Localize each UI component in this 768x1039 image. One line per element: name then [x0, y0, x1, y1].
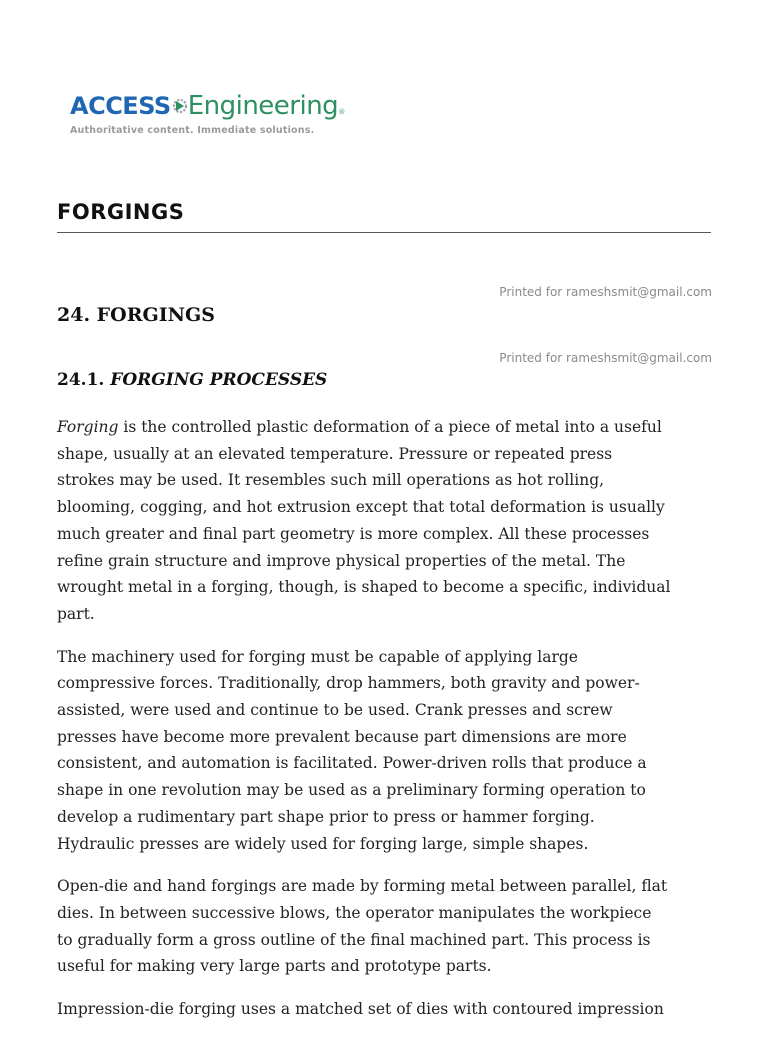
lead-term: Forging: [57, 418, 119, 436]
paragraph-line: shape in one revolution may be used as a preliminary forming operation to: [57, 781, 646, 800]
article-body: [57, 414, 717, 1039]
paragraph-line: refine grain structure and improve physical properties of the metal. The: [57, 551, 626, 570]
paragraph-line: dies. In between successive blows, the operator manipulates the workpiece: [57, 903, 652, 922]
logo-engineering-text: Engineering: [187, 91, 339, 121]
paragraph-line: Hydraulic presses are widely used for forging large, simple shapes.: [57, 834, 589, 853]
access-engineering-logo: [70, 88, 360, 148]
printed-for-notice: Printed for rameshsmit@gmail.com: [499, 351, 712, 365]
paragraph: [57, 414, 717, 628]
paragraph-line: develop a rudimentary part shape prior to press or hammer forging.: [57, 807, 595, 826]
paragraph-line: to gradually form a gross outline of the final machined part. This process is: [57, 930, 651, 949]
paragraph-line: Open-die and hand forgings are made by forming metal between parallel, flat: [57, 877, 668, 896]
paragraph-line: [57, 414, 717, 441]
paragraph-line: wrought metal in a forging, though, is shaped to become a specific, individual: [57, 578, 671, 597]
paragraph-line: blooming, cogging, and hot extrusion except that total deformation is usually: [57, 498, 665, 517]
title-divider: [57, 232, 711, 233]
paragraph: [57, 996, 717, 1023]
paragraph-line: part.: [57, 604, 95, 623]
paragraph-line: compressive forces. Traditionally, drop hammers, both gravity and power-: [57, 674, 640, 693]
paragraph: [57, 644, 717, 858]
logo-access-text: ACCESS: [70, 92, 171, 120]
printed-for-notice: Printed for rameshsmit@gmail.com: [499, 285, 712, 299]
section-title: FORGING PROCESSES: [110, 370, 328, 390]
paragraph-line: much greater and final part geometry is more complex. All these processes: [57, 524, 650, 543]
paragraph-line: assisted, were used and continue to be used. Crank presses and screw: [57, 701, 613, 720]
document-title: FORGINGS: [57, 200, 185, 224]
paragraph-line: strokes may be used. It resembles such mill operations as hot rolling,: [57, 471, 605, 490]
paragraph-line: presses have become more prevalent because part dimensions are more: [57, 727, 627, 746]
section-heading: [57, 370, 327, 390]
paragraph-line: shape, usually at an elevated temperature. Pressure or repeated press: [57, 444, 613, 463]
paragraph-line: consistent, and automation is facilitated. Power-driven rolls that produce a: [57, 754, 647, 773]
logo-tagline: Authoritative content. Immediate solutions.: [70, 125, 315, 136]
paragraph-line: useful for making very large parts and prototype parts.: [57, 957, 492, 976]
gear-arrow-icon: [172, 92, 188, 120]
logo-wordmark: [70, 88, 360, 124]
section-number: 24.1.: [57, 370, 105, 390]
line-text: is the controlled plastic deformation of a piece of metal into a useful: [118, 418, 662, 436]
registered-mark: ®: [338, 108, 346, 116]
paragraph-line: The machinery used for forging must be capable of applying large: [57, 647, 578, 666]
paragraph-line: Impression-die forging uses a matched set of dies with contoured impression: [57, 1000, 664, 1019]
chapter-heading: 24. FORGINGS: [57, 304, 215, 326]
paragraph: [57, 873, 717, 980]
